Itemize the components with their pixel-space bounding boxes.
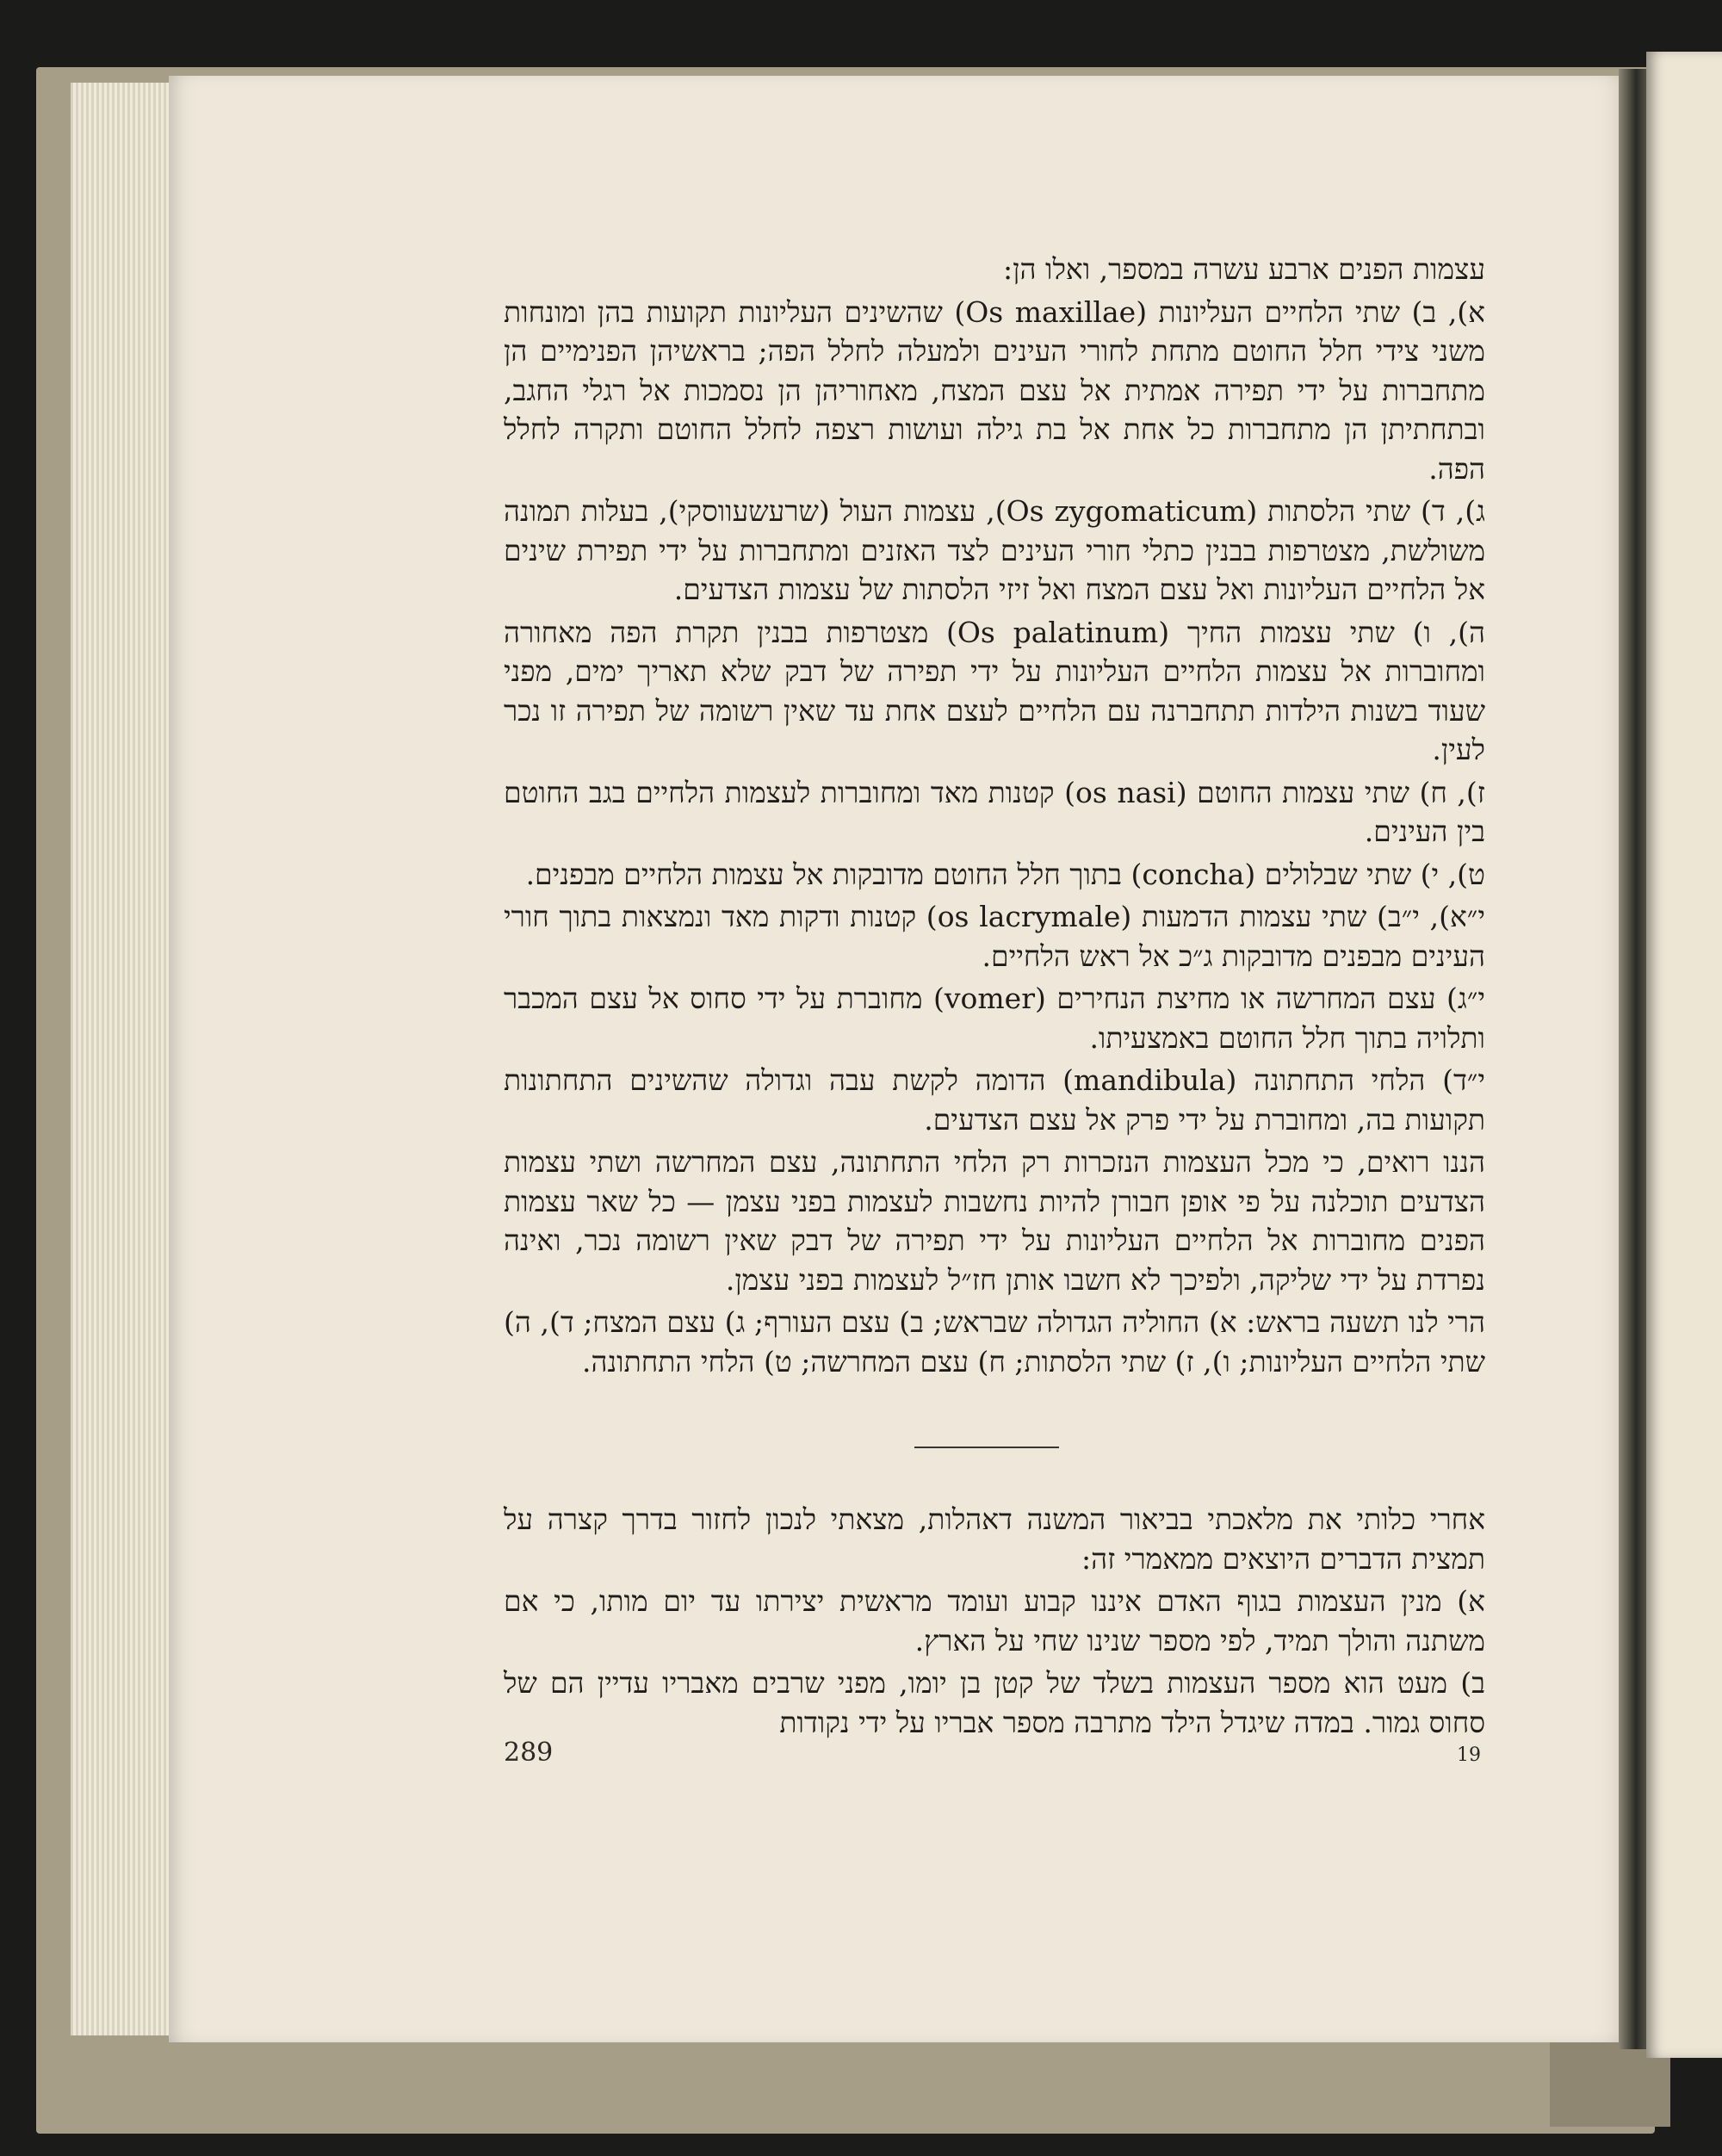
paragraph: י״א), י״ב) שתי עצמות הדמעות (os lacrymale) קטנות ודקות מאד ונמצאות בתוך חורי העינים מבפנים מדובקות ג״כ אל ראש הלחיים. — [504, 900, 1485, 973]
paragraph: ה), ו) שתי עצמות החיך (Os palatinum) מצטרפות בבנין תקרת הפה מאחורה ומחוברות אל עצמות הלחיים העליונות על ידי תפירה של דבק שלא תאריך ימים, מפני שעוד בשנות הילדות תתחברנה עם הלחיים לעצם אחת עד שאין רשומה של תפירה זו נכר לעין. — [504, 615, 1485, 766]
page-number: 289 — [504, 1738, 554, 1768]
paragraph: הרי לנו תשעה בראש: א) החוליה הגדולה שבראש; ב) עצם העורף; ג) עצם המצח; ד), ה) שתי הלחיים העליונות; ו), ז) שתי הלסתות; ח) עצם המחרשה; ט) הלחי התחתונה. — [504, 1305, 1485, 1378]
paragraph: י״ג) עצם המחרשה או מחיצת הנחירים (vomer) מחוברת על ידי סחוס אל עצם המכבר ותלויה בתוך חלל החוטם באמצעיתו. — [504, 982, 1486, 1055]
summary-paragraph: א) מנין העצמות בגוף האדם איננו קבוע ועומד מראשית יצירתו עד יום מותו, כי אם משתנה והולך תמיד, לפי מספר שנינו שחי על הארץ. — [504, 1584, 1485, 1657]
page-edges — [71, 83, 174, 2035]
paragraph: ג), ד) שתי הלסתות (Os zygomaticum), עצמות העול (שרעשעווסקי), בעלות תמונה משולשת, מצטרפות בבנין כתלי חורי העינים לצד האזנים ומתחברות על ידי תפירת שינים אל הלחיים העליונות ואל עצם המצח ואל זיזי הלסתות של עצמות הצדעים. — [504, 494, 1485, 606]
paragraph: ז), ח) שתי עצמות החוטם (os nasi) קטנות מאד ומחוברות לעצמות הלחיים בגב החוטם בין העינים. — [504, 775, 1485, 848]
summary-paragraph: אחרי כלותי את מלאכתי בביאור המשנה דאהלות, מצאתי לנכון לחזור בדרך קצרה על תמצית הדברים היוצאים ממאמרי זה: — [504, 1502, 1485, 1576]
summary-text-block — [504, 1500, 1485, 1745]
paragraph: ט), י) שתי שבלולים (concha) בתוך חלל החוטם מדובקות אל עצמות הלחיים מבפנים. — [525, 857, 1485, 891]
facing-page-edge — [1646, 52, 1722, 2058]
intro-line: עצמות הפנים ארבע עשרה במספר, ואלו הן: — [1003, 252, 1485, 286]
summary-paragraph: ב) מעט הוא מספר העצמות בשלד של קטן בן יומו, מפני שרבים מאבריו עדיין הם של סחוס גמור. במדה שיגדל הילד מתרבה מספר אבריו על ידי נקודות — [504, 1666, 1485, 1739]
main-text-block — [504, 250, 1485, 1385]
paragraph: א), ב) שתי הלחיים העליונות (Os maxillae) שהשינים העליונות תקועות בהן ומונחות משני צידי חלל החוטם מתחת לחורי העינים ולמעלה לחלל הפה; בראשיהן הפנימיים הן מתחברות על ידי תפירה אמתית אל עצם המצח, מאחוריהן הן נסמכות אל רגלי החגב, ובתחתיתן הן מתחברות כל אחת אל בת גילה ועושות רצפה לחלל החוטם ותקרה לחלל הפה. — [504, 294, 1485, 486]
paragraph: י״ד) הלחי התחתונה (mandibula) הדומה לקשת עבה וגדולה שהשינים התחתונות תקועות בה, ומחוברת על ידי פרק אל עצם הצדעים. — [504, 1063, 1485, 1137]
section-divider — [914, 1447, 1059, 1448]
signature-number: 19 — [1457, 1744, 1481, 1766]
paragraph: הננו רואים, כי מכל העצמות הנזכרות רק הלחי התחתונה, עצם המחרשה ושתי עצמות הצדעים תוכלנה על פי אופן חבורן להיות נחשבות לעצמות בפני עצמן — כל שאר עצמות הפנים מחוברות אל הלחיים העליונות על ידי תפירה של דבק שאין רשומה נכר, ואינה נפרדת על ידי שליקה, ולפיכך לא חשבו אותן חז״ל לעצמות בפני עצמן. — [504, 1145, 1485, 1297]
